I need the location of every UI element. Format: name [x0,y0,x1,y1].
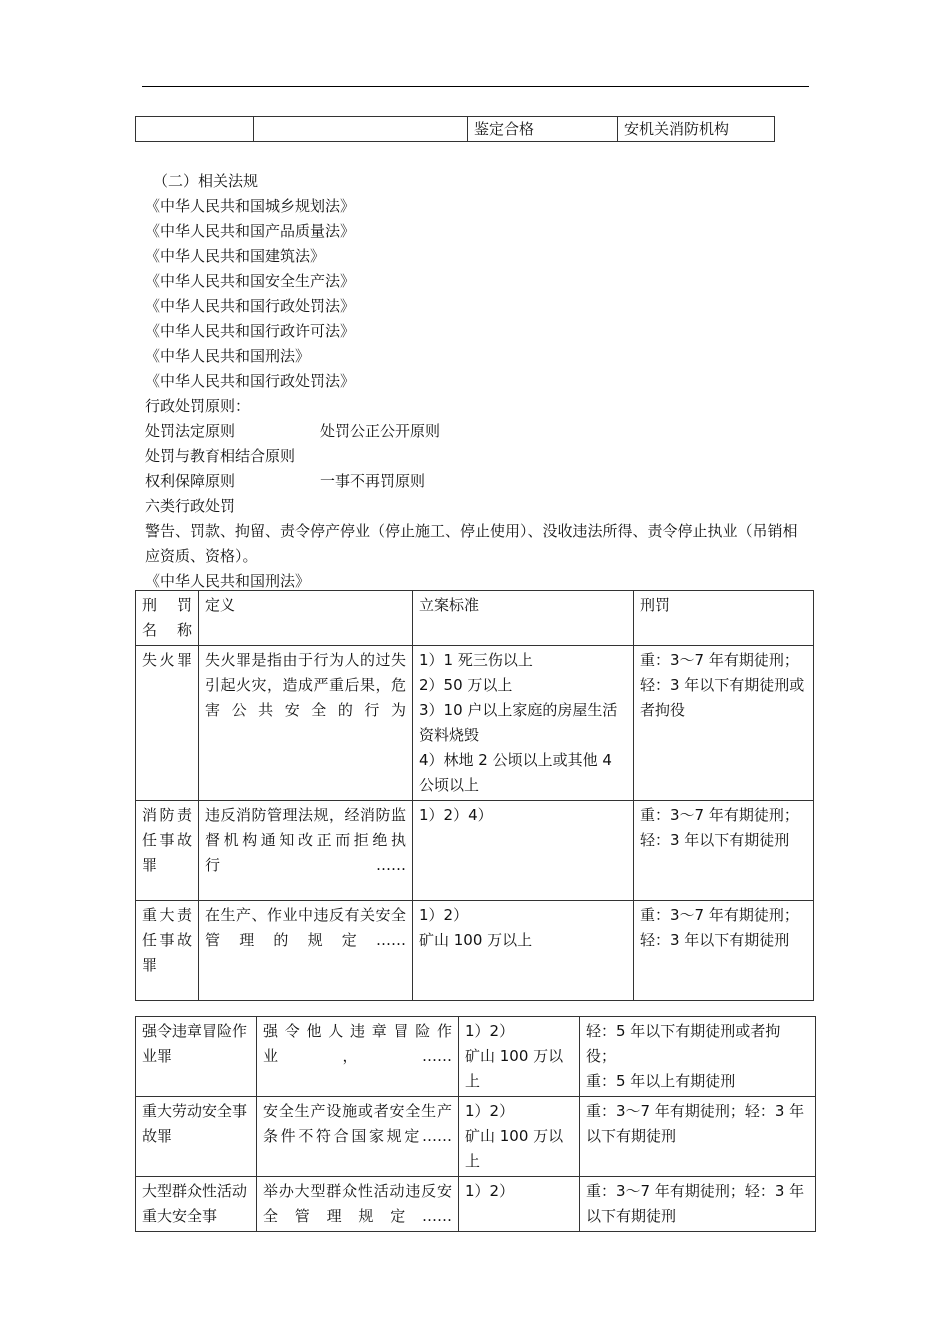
filing-standard [459,1177,580,1232]
law-item: 《中华人民共和国行政处罚法》 [145,372,356,390]
penalty-line: 重：3～7 年有期徒刑； [640,806,799,824]
table-cell [254,117,468,142]
table-row [136,1177,816,1232]
crime-name: 消防责任事故罪 [136,801,199,901]
penalty [634,646,814,801]
table-row [136,801,814,901]
criminal-law-table [135,590,814,1001]
principle: 权利保障原则 [145,472,236,490]
law-item: 《中华人民共和国刑法》 [145,347,311,365]
penalty [580,1017,816,1097]
principle: 处罚公正公开原则 [320,422,441,440]
law-item: 《中华人民共和国行政处罚法》 [145,297,356,315]
standard-line: 1）1 死三伤以上 [419,651,533,669]
penalty-line: 重：5 年以上有期徒刑 [586,1072,736,1090]
standard-line: 矿山 100 万以上 [419,931,533,949]
penalty [634,801,814,901]
filing-standard [459,1017,580,1097]
table-row [136,117,775,142]
standard-line: 矿山 100 万以上 [465,1127,564,1170]
crime-definition: 在生产、作业中违反有关安全管理的规定…… [199,901,413,1001]
criminal-law-table-continued [135,1016,816,1232]
top-table-fragment [135,116,775,142]
penalty-line: 重：3～7 年有期徒刑；轻：3 年以下有期徒刑 [586,1102,805,1145]
crime-name: 重大责任事故罪 [136,901,199,1001]
penalty-line: 重：3～7 年有期徒刑； [640,906,799,924]
section-title: （二）相关法规 [153,172,259,190]
standard-line: 3）10 户以上家庭的房屋生活资料烧毁 [419,701,618,744]
column-header: 刑 罚名称 [136,591,199,646]
crime-name: 大型群众性活动重大安全事 [136,1177,257,1232]
column-header: 刑罚 [634,591,814,646]
penalty-line: 重：3～7 年有期徒刑；轻：3 年以下有期徒刑 [586,1182,805,1225]
penalty-line: 重：3～7 年有期徒刑； [640,651,799,669]
law-item: 《中华人民共和国产品质量法》 [145,222,356,240]
six-types-text: 警告、罚款、拘留、责令停产停业（停止施工、停止使用）、没收违法所得、责令停止执业（吊销相应资质、资格）。 [145,522,798,565]
filing-standard [413,646,634,801]
crime-name: 失火罪 [136,646,199,801]
table-row [136,901,814,1001]
penalty-line: 轻：3 年以下有期徒刑 [640,831,790,849]
crime-name: 重大劳动安全事故罪 [136,1097,257,1177]
filing-standard [413,901,634,1001]
table-row [136,646,814,801]
penalty-line: 轻：3 年以下有期徒刑或者拘役 [640,676,805,719]
standard-line: 1）2） [419,906,469,924]
standard-line: 1）2）4） [419,806,493,824]
crime-name: 强令违章冒险作业罪 [136,1017,257,1097]
principles-title: 行政处罚原则： [145,397,251,415]
law-item: 《中华人民共和国建筑法》 [145,247,326,265]
crime-definition: 强令他人违章冒险作业，…… [257,1017,459,1097]
principle: 处罚与教育相结合原则 [145,447,296,465]
law-item: 《中华人民共和国行政许可法》 [145,322,356,340]
table-cell: 安机关消防机构 [618,117,775,142]
header-rule [142,86,809,87]
table-cell [136,117,254,142]
crime-definition: 举办大型群众性活动违反安全管理规定…… [257,1177,459,1232]
penalty-line: 轻：5 年以下有期徒刑或者拘役； [586,1022,781,1065]
criminal-law-title: 《中华人民共和国刑法》 [145,572,311,590]
column-header: 立案标准 [413,591,634,646]
crime-definition: 失火罪是指由于行为人的过失引起火灾，造成严重后果，危害公共安全的行为 [199,646,413,801]
table-row [136,1097,816,1177]
penalty [580,1177,816,1232]
standard-line: 1）2） [465,1022,515,1040]
penalty-line: 轻：3 年以下有期徒刑 [640,931,790,949]
filing-standard [459,1097,580,1177]
crime-definition: 违反消防管理法规，经消防监督机构通知改正而拒绝执行…… [199,801,413,901]
law-item: 《中华人民共和国安全生产法》 [145,272,356,290]
crime-definition: 安全生产设施或者安全生产条件不符合国家规定…… [257,1097,459,1177]
penalty [634,901,814,1001]
standard-line: 1）2） [465,1102,515,1120]
column-header: 定义 [199,591,413,646]
regulations-section [145,169,815,594]
table-header-row [136,591,814,646]
standard-line: 4）林地 2 公顷以上或其他 4 公顷以上 [419,751,612,794]
principles-row [145,469,815,494]
six-types-title: 六类行政处罚 [145,497,236,515]
standard-line: 1）2） [465,1182,515,1200]
table-row [136,1017,816,1097]
standard-line: 2）50 万以上 [419,676,513,694]
penalty [580,1097,816,1177]
principles-row [145,419,815,444]
standard-line: 矿山 100 万以上 [465,1047,564,1090]
filing-standard [413,801,634,901]
principle: 一事不再罚原则 [320,472,426,490]
law-item: 《中华人民共和国城乡规划法》 [145,197,356,215]
table-cell: 鉴定合格 [468,117,618,142]
principle: 处罚法定原则 [145,422,236,440]
